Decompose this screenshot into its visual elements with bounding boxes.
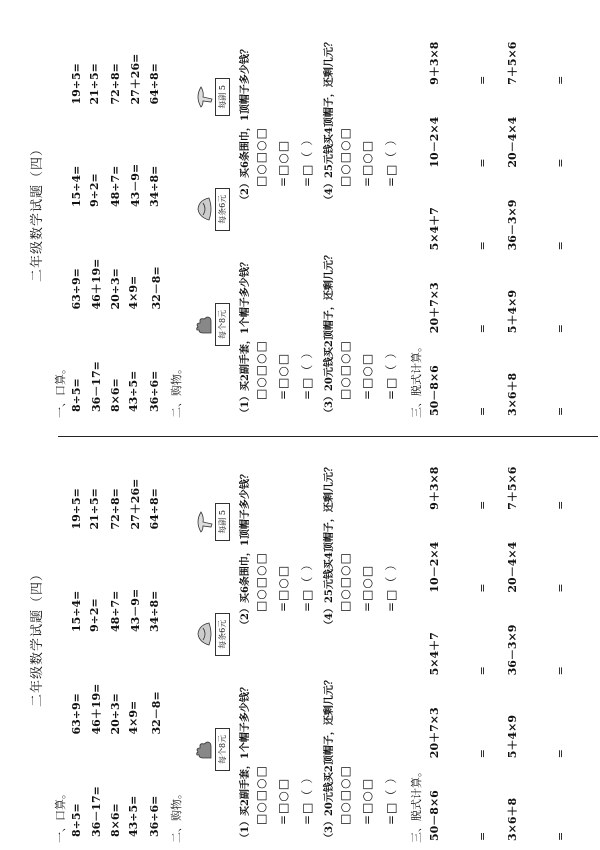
oral-item: 43÷5= (127, 795, 140, 837)
question (320, 215, 404, 418)
calc-expression: 36－3×9 (506, 199, 519, 251)
answer-line: =□○□ (276, 139, 290, 187)
answer-line: □○□○□ (254, 765, 268, 825)
shopping-questions (236, 2, 404, 422)
oral-item: 34÷8= (148, 590, 161, 632)
calc-expression: 5×4＋7 (428, 207, 441, 251)
price-tag: 每副 5 (215, 78, 230, 116)
calc-expression: 36－3×9 (506, 624, 519, 676)
oral-item: 43－9= (129, 163, 142, 207)
answer-line: =□（ ） (300, 345, 314, 400)
exam-copy-bottom (0, 425, 600, 850)
scarf-icon (195, 82, 213, 112)
oral-item: 46＋19= (90, 683, 103, 735)
oral-item: 9÷2= (88, 173, 101, 207)
calc-expression: 20＋7×3 (428, 282, 441, 334)
oral-item: 21÷5= (88, 488, 101, 530)
oral-item: 19÷5= (70, 488, 83, 530)
answer-line: =□○□ (360, 564, 374, 612)
equals-sign: = (476, 406, 489, 416)
shopping-questions (236, 427, 404, 847)
question-text: （2）买6条围巾，1顶帽子多少钱？ (240, 469, 251, 630)
oral-item: 36－17= (90, 786, 103, 837)
exam-sheet (20, 2, 580, 422)
question-text: （1）买2副手套，1个帽子多少钱？ (240, 257, 251, 418)
calc-expression: 5×4＋7 (428, 632, 441, 676)
calc-expression: 3×6＋8 (506, 797, 519, 841)
section-calc-heading: 三、脱式计算。 (410, 766, 423, 843)
equals-sign: = (476, 323, 489, 334)
oral-item: 8÷5= (70, 803, 83, 837)
answer-line: □○□○□ (254, 340, 268, 400)
answer-line: □○□○□ (254, 552, 268, 612)
question (236, 427, 320, 630)
answer-line: □○□○□ (254, 127, 268, 187)
equals-sign: = (476, 158, 489, 168)
question (236, 2, 320, 205)
oral-item: 63÷9= (70, 268, 83, 310)
oral-item: 36÷6= (148, 370, 161, 412)
calc-expression: 50－8×6 (428, 790, 441, 841)
equals-sign: = (476, 500, 489, 510)
answer-line: =□○□ (276, 777, 290, 825)
question-text: （3）20元钱买2顶帽子，还剩几元？ (324, 250, 335, 418)
price-tag: 每条6元 (215, 613, 230, 656)
shop-item (195, 503, 230, 541)
answer-line: =□（ ） (384, 132, 398, 187)
question-text: （1）买2副手套，1个帽子多少钱？ (240, 682, 251, 843)
hat-icon (195, 619, 213, 649)
equals-sign: = (554, 831, 567, 841)
answer-line: =□（ ） (384, 557, 398, 612)
oral-item: 27＋26= (129, 478, 142, 530)
shop-items (186, 2, 230, 422)
equals-sign: = (476, 583, 489, 593)
oral-item: 46＋19= (90, 258, 103, 310)
oral-item: 63÷9= (70, 693, 83, 735)
shop-item (195, 78, 230, 116)
calc-expression: 7＋5×6 (506, 466, 519, 510)
oral-item: 43－9= (129, 588, 142, 632)
equals-sign: = (554, 241, 567, 251)
calc-expression: 9＋3×8 (428, 466, 441, 510)
oral-item: 36－17= (90, 361, 103, 412)
shop-item (195, 303, 230, 346)
answer-line: =□（ ） (300, 132, 314, 187)
calc-expression: 20－4×4 (506, 116, 519, 168)
oral-grid (70, 2, 164, 422)
oral-item: 4×9= (127, 700, 140, 735)
question-text: （4）25元钱买4顶帽子，还剩几元？ (324, 37, 335, 205)
question (236, 640, 320, 843)
calc-expression: 3×6＋8 (506, 372, 519, 416)
calc-expression: 50－8×6 (428, 365, 441, 416)
oral-item: 48÷7= (109, 590, 122, 632)
equals-sign: = (476, 241, 489, 251)
answer-line: =□○□ (276, 352, 290, 400)
oral-item: 72÷8= (109, 488, 122, 530)
oral-item: 8÷5= (70, 378, 83, 412)
calc-expression: 5＋4×9 (506, 715, 519, 759)
equals-sign: = (476, 831, 489, 841)
equals-sign: = (554, 500, 567, 510)
oral-item: 21÷5= (88, 63, 101, 105)
shop-item (195, 613, 230, 656)
calc-grid (426, 2, 582, 422)
oral-item: 64÷8= (148, 488, 161, 530)
oral-item: 9÷2= (88, 598, 101, 632)
exam-title: 二年级数学试题（四） (30, 567, 45, 708)
calc-grid (426, 427, 582, 847)
answer-line: =□（ ） (300, 557, 314, 612)
equals-sign: = (476, 75, 489, 85)
shop-item (195, 188, 230, 231)
equals-sign: = (476, 748, 489, 759)
oral-item: 8×6= (109, 378, 122, 412)
section-shopping-heading: 二、购物。 (170, 363, 183, 418)
answer-line: □○□○□ (338, 765, 352, 825)
answer-line: =□（ ） (384, 770, 398, 825)
shop-item (195, 728, 230, 771)
section-shopping-heading: 二、购物。 (170, 788, 183, 843)
oral-item: 32－8= (150, 691, 163, 735)
equals-sign: = (554, 583, 567, 593)
section-oral-heading: 一、口算。 (54, 788, 67, 843)
price-tag: 每条6元 (215, 188, 230, 231)
question-text: （4）25元钱买4顶帽子，还剩几元？ (324, 462, 335, 630)
price-tag: 每个8元 (215, 728, 230, 771)
oral-item: 4×9= (127, 275, 140, 310)
price-tag: 每副 5 (215, 503, 230, 541)
equals-sign: = (554, 75, 567, 85)
answer-line: □○□○□ (338, 340, 352, 400)
calc-expression: 5＋4×9 (506, 290, 519, 334)
oral-item: 8×6= (109, 803, 122, 837)
exam-sheet (20, 427, 580, 847)
answer-line: =□○□ (360, 777, 374, 825)
oral-item: 20÷3= (109, 693, 122, 735)
answer-line: =□○□ (276, 564, 290, 612)
question-text: （3）20元钱买2顶帽子，还剩几元？ (324, 675, 335, 843)
hat-icon (195, 194, 213, 224)
answer-line: □○□○□ (338, 127, 352, 187)
glove-icon (195, 734, 213, 764)
oral-item: 48÷7= (109, 165, 122, 207)
oral-item: 36÷6= (148, 795, 161, 837)
oral-item: 34÷8= (148, 165, 161, 207)
equals-sign: = (476, 666, 489, 676)
equals-sign: = (554, 158, 567, 168)
glove-icon (195, 309, 213, 339)
oral-grid (70, 427, 164, 847)
question (320, 427, 404, 630)
question (320, 640, 404, 843)
equals-sign: = (554, 748, 567, 759)
calc-expression: 10－2×4 (428, 541, 441, 593)
section-calc-heading: 三、脱式计算。 (410, 341, 423, 418)
calc-expression: 20＋7×3 (428, 707, 441, 759)
question (320, 2, 404, 205)
calc-expression: 20－4×4 (506, 541, 519, 593)
oral-item: 15÷4= (70, 165, 83, 207)
shop-items (186, 427, 230, 847)
calc-expression: 7＋5×6 (506, 41, 519, 85)
oral-item: 43÷5= (127, 370, 140, 412)
question-text: （2）买6条围巾，1顶帽子多少钱？ (240, 44, 251, 205)
answer-line: =□（ ） (300, 770, 314, 825)
oral-item: 32－8= (150, 266, 163, 310)
price-tag: 每个8元 (215, 303, 230, 346)
answer-line: =□○□ (360, 352, 374, 400)
oral-item: 19÷5= (70, 63, 83, 105)
oral-item: 15÷4= (70, 590, 83, 632)
scarf-icon (195, 507, 213, 537)
section-oral-heading: 一、口算。 (54, 363, 67, 418)
oral-item: 27＋26= (129, 53, 142, 105)
equals-sign: = (554, 323, 567, 334)
equals-sign: = (554, 666, 567, 676)
oral-item: 72÷8= (109, 63, 122, 105)
answer-line: =□（ ） (384, 345, 398, 400)
oral-item: 20÷3= (109, 268, 122, 310)
calc-expression: 9＋3×8 (428, 41, 441, 85)
question (236, 215, 320, 418)
exam-title: 二年级数学试题（四） (30, 142, 45, 283)
calc-expression: 10－2×4 (428, 116, 441, 168)
equals-sign: = (554, 406, 567, 416)
answer-line: =□○□ (360, 139, 374, 187)
answer-line: □○□○□ (338, 552, 352, 612)
oral-item: 64÷8= (148, 63, 161, 105)
